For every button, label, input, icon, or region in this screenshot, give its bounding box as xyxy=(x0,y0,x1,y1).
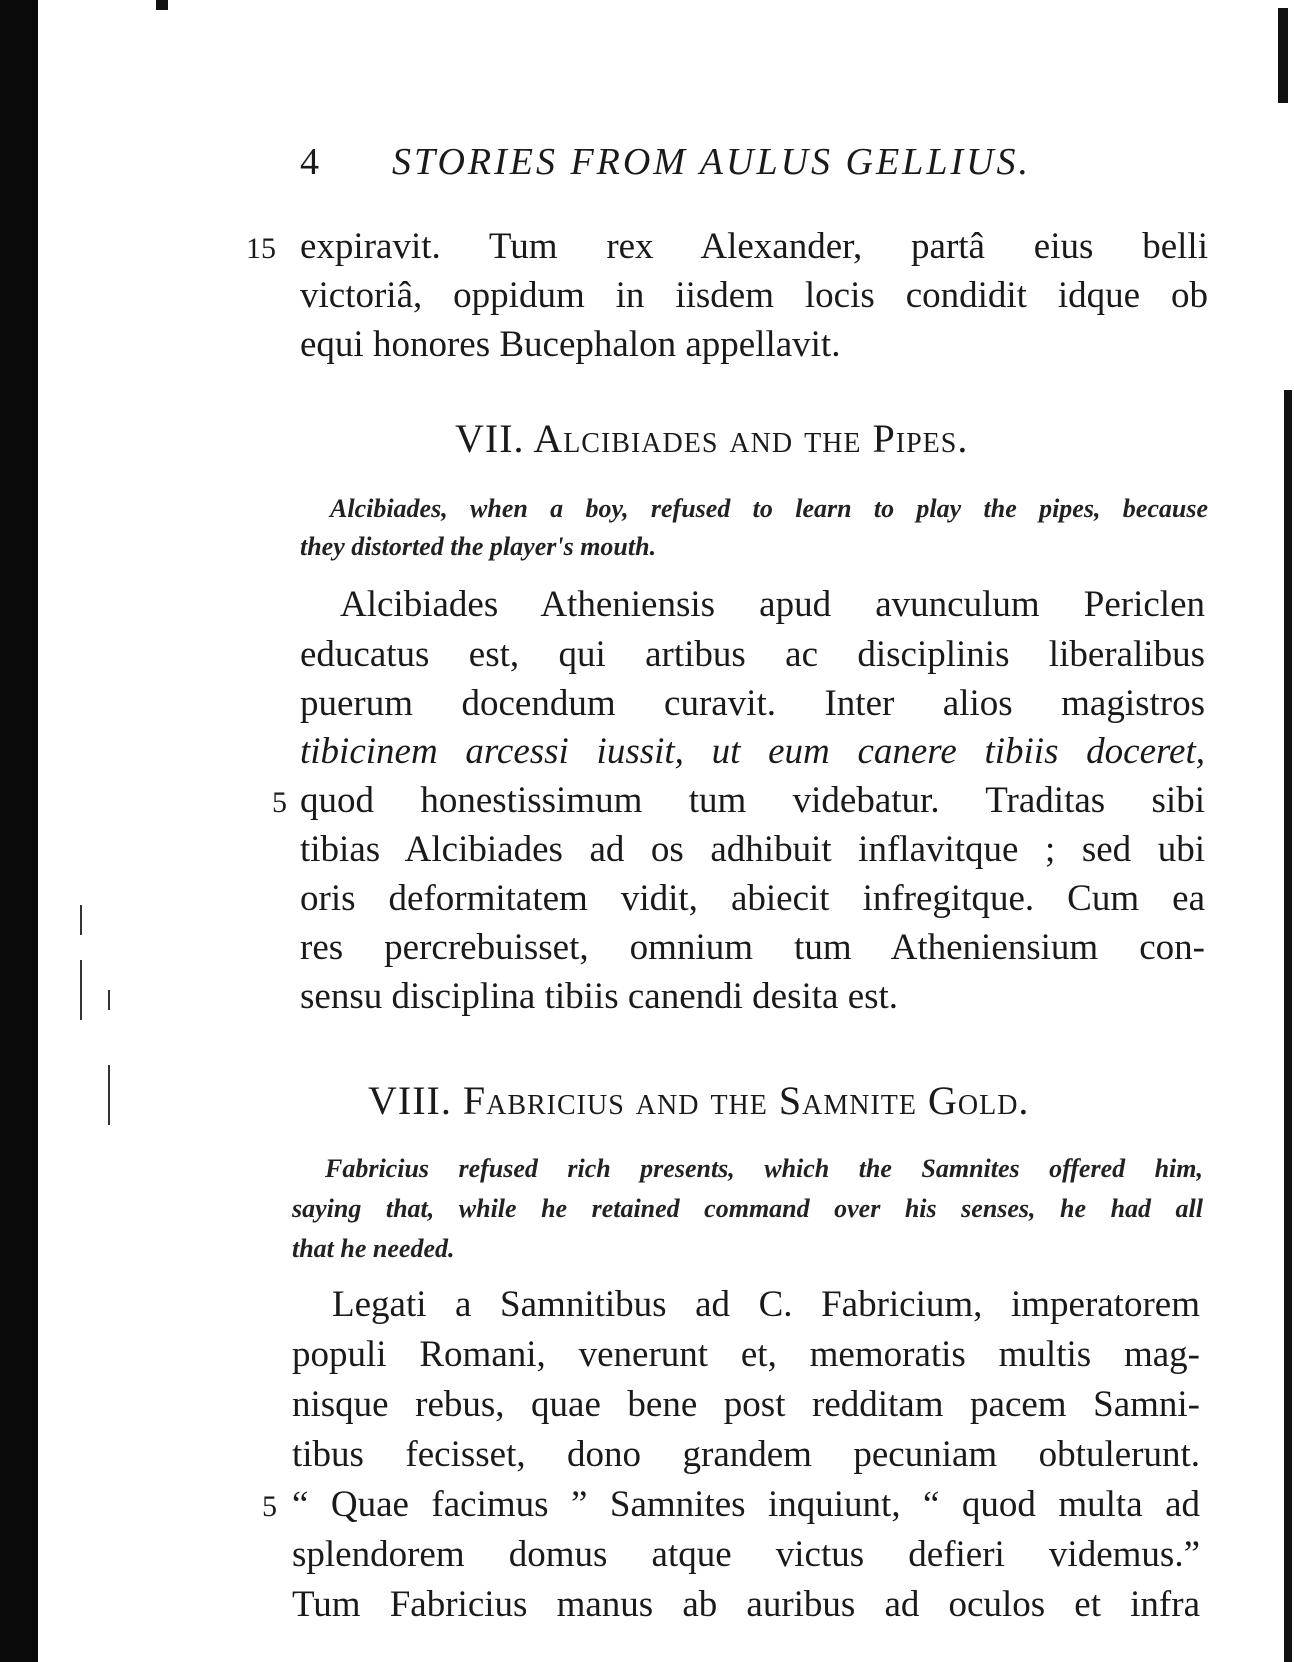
text-line: oris deformitatem vidit, abiecit infregitque. Cum ea xyxy=(300,878,1205,919)
section-summary-line: Fabricius refused rich presents, which the Samnites offered him, xyxy=(325,1154,1203,1183)
running-header xyxy=(300,140,1100,184)
text-line: sensu disciplina tibiis canendi desita est. xyxy=(300,976,899,1017)
section-summary-line: saying that, while he retained command over his senses, he had all xyxy=(292,1194,1203,1223)
text-line: Alcibiades Atheniensis apud avunculum Periclen xyxy=(340,584,1205,625)
text-line: “ Quae facimus ” Samnites inquiunt, “ quod multa ad xyxy=(292,1484,1200,1525)
text-line: splendorem domus atque victus defieri videmus.” xyxy=(292,1534,1200,1575)
text-line: educatus est, qui artibus ac disciplinis liberalibus xyxy=(300,634,1205,675)
page-number: 4 xyxy=(300,141,322,183)
section-title: VII. Alcibiades and the Pipes. xyxy=(455,416,969,461)
text-line: tibias Alcibiades ad os adhibuit inflavitque ; sed ubi xyxy=(300,829,1205,870)
section-summary-line: Alcibiades, when a boy, refused to learn to play the pipes, because xyxy=(330,494,1208,523)
text-line: puerum docendum curavit. Inter alios magistros xyxy=(300,683,1205,724)
text-line: Tum Fabricius manus ab auribus ad oculos et infra xyxy=(292,1584,1200,1625)
running-title: STORIES FROM AULUS GELLIUS. xyxy=(392,141,1032,183)
text-line: nisque rebus, quae bene post redditam pacem Samni- xyxy=(292,1384,1200,1425)
section-title: VIII. Fabricius and the Samnite Gold. xyxy=(368,1078,1030,1123)
section-summary-line: they distorted the player's mouth. xyxy=(300,532,657,561)
text-line: tibicinem arcessi iussit, ut eum canere tibiis doceret, xyxy=(300,731,1205,772)
text-line: res percrebuisset, omnium tum Atheniensium con- xyxy=(300,927,1205,968)
text-line: Legati a Samnitibus ad C. Fabricium, imperatorem xyxy=(332,1284,1200,1325)
line-number: 15 xyxy=(246,232,276,265)
text-line: victoriâ, oppidum in iisdem locis condidit idque ob xyxy=(300,275,1208,316)
line-number: 5 xyxy=(262,1490,277,1523)
text-line: equi honores Bucephalon appellavit. xyxy=(300,324,841,365)
section-summary-line: that he needed. xyxy=(292,1234,455,1263)
text-line: tibus fecisset, dono grandem pecuniam obtulerunt. xyxy=(292,1434,1200,1475)
text-line: expiravit. Tum rex Alexander, partâ eius belli xyxy=(300,226,1208,267)
text-line: populi Romani, venerunt et, memoratis multis mag- xyxy=(292,1334,1200,1375)
text-line: quod honestissimum tum videbatur. Traditas sibi xyxy=(300,780,1205,821)
line-number: 5 xyxy=(272,786,287,819)
